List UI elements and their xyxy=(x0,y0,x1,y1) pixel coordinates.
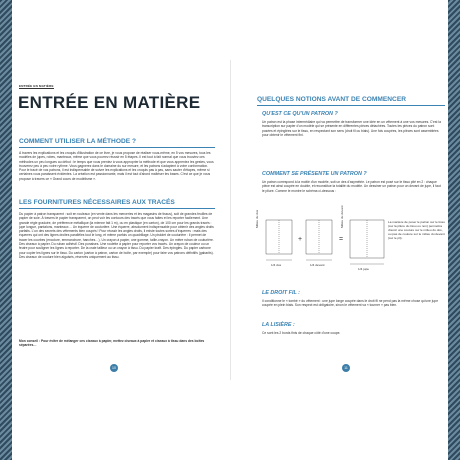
section-divider xyxy=(19,208,215,209)
book-spine xyxy=(230,60,231,380)
subheading-pattern-layout: COMMENT SE PRÉSENTE UN PATRON ? xyxy=(262,171,367,177)
subheading-selvage: LA LISIÈRE : xyxy=(262,322,295,328)
supplies-text: Du papier à patron transparent : soit en rouleaux (en vente dans les merceries et les magasins de tissus), soit de grandes feuilles de papier de soie. À travers le papier transparent, on peut voir les contours des tracés que vous faites et les reporter facilement. Une grande règle graduée, de préférence métallique (la mienne fait 1 m), ou en plastique (en carton), de 100 cm pour les grands tracés : jupe longue, pantalons, manteaux… Un équerre de couturière. Une équerre, absolument indispensable pour obtenir des angles droits parfaits. L'un des secrets des vêtements bien coupés ! Pour réussir les angles droits, il existe toutes sortes d'équerres : mais des équerres qui ont des lignes droites parallèles tout le long, et même parfois un quadrillage. Un pistolet de couturière : il permet de tracer les courbes (encolure, emmanchure, hanches…). Un crayon à papier, une gomme, taille-crayon. Un mètre ruban de couturière. Des ciseaux à papier. Du ruban adhésif. Des punaises. Une roulette à papier pour reporter vos tracés. Un crayon de couleur ou un feutre pour souligner les lignes à reporter. De la craie tailleur ou un crayon à tissu. Du papier kraft. Des épingles. Du papier carbone pour copier les lignes sur le tissu. Du carton (carton à patron, carton de boîte, par exemple) pour faire vos patrons définitifs (gabarits). Des ciseaux de couture bien aiguisés, réservés uniquement au tissu. xyxy=(19,212,214,259)
page-number-right: 11 xyxy=(342,364,350,372)
left-edge-stripe xyxy=(0,0,12,460)
page-number-left: 10 xyxy=(110,364,118,372)
right-edge-stripe xyxy=(448,0,460,460)
label-quarter-skirt: 1/4 jupe xyxy=(358,267,370,271)
section-divider xyxy=(19,147,215,148)
subheading-pattern: QU'EST CE QU'UN PATRON ? xyxy=(262,111,338,117)
tip-note: Mon conseil : Pour éviter de mélanger ces ciseaux à papier, mettez ciseaux à papier et ciseaux à tissu dans des boîtes séparées… xyxy=(19,339,205,348)
plus-sign: + xyxy=(298,236,303,243)
pattern-text: Un patron est la phase intermédiaire qui va permettre de transformer une idée en un vêtement à une vos mesures. C'est la transcription sur papier d'un modèle qui se présente en différentes pièces détachées. Toutes les pièces du patron sont posées et épinglées sur le tissu, en respectant son sens (droit fil ou biais). Une fois coupées, les pièces sont assemblées pour obtenir le vêtement fini. xyxy=(262,120,441,137)
diagram-caption: La manière de poser le patron sur le tissu (sur la pliure du tissu ou non) permettra d'avoir une couture sur le milieu du dos, ou pas de couture sur le milieu du devant (sur le pli). xyxy=(388,220,445,240)
label-front-center: Milieu du devant xyxy=(340,205,344,228)
section-heading-notions: QUELQUES NOTIONS AVANT DE COMMENCER xyxy=(257,96,406,103)
section-heading-method: COMMENT UTILISER LA MÉTHODE ? xyxy=(19,138,136,145)
section-heading-supplies: LES FOURNITURES NÉCESSAIRES AUX TRACÉS xyxy=(19,199,175,206)
label-quarter-back: 1/4 dos xyxy=(271,263,282,267)
selvage-text: Ce sont les 2 bords finis de chaque côté d'une coupe. xyxy=(262,331,341,335)
grain-text: Il conditionne le « tombé » du vêtement : une jupe longe coupée dans le droit fil ne pend pas la même chose qu'une jupe coupée en plein biais. Son respect est obligatoire, sinon le vêtement va « tourner » pas bien. xyxy=(262,299,439,308)
label-quarter-front: 1/4 devant xyxy=(310,263,325,267)
skirt-piece-shape xyxy=(350,220,384,258)
back-piece-shape xyxy=(266,220,292,254)
pattern-layout-text: Un patron correspond à la moitié d'un modèle, soit un des d'asymétrie. Le patron est posé sur le tissu plié en 2 : chaque pièce est ainsi coupée en double, et reconstitue la totalité du modèle. Un dessiner un patron pour un devant de jupe, il faut le pliure. Comme le montre le schéma ci-dessous : xyxy=(262,180,441,193)
page-title: ENTRÉE EN MATIÈRE xyxy=(18,93,201,112)
label-back-center: Milieu du dos xyxy=(255,209,259,228)
chapter-tag: ENTRÉE EN MATIÈRE xyxy=(19,84,54,88)
pattern-diagram xyxy=(258,214,398,278)
method-text: À travers les explications et les croquis d'illustration de ce livre, je vous propose de réaliser vous-même, en 5 vos mesures, tous les modèles de jupes, robes, manteaux, même que vous pourrez réussir en 5 étapes. Il est tout à fait normal que vous trouviez ces méthodes un peu longues au début : le temps que vous preniez à vous approprier la méthode et que vous appreniez les gestes, vous trouverez peu à peu votre rythme. Vous gagnerez dans le domaine du sur mesure, et les patrons s'adaptent à votre conformation. Pour le tracé de vos patrons, il est indispensable de suivre les explications et les croquis pas à pas, sans sauter d'étapes, même si certaines vous paraissent évidentes. La création est passionnante, mais il est tout d'abord maîtriser les bases. C'est ce que je vous propose à travers ce « Grand cours de modélisme ». xyxy=(19,151,214,181)
equals-sign: = xyxy=(339,236,344,243)
front-piece-shape xyxy=(306,220,332,254)
section-divider xyxy=(257,105,445,106)
subheading-grain: LE DROIT FIL : xyxy=(262,290,300,296)
